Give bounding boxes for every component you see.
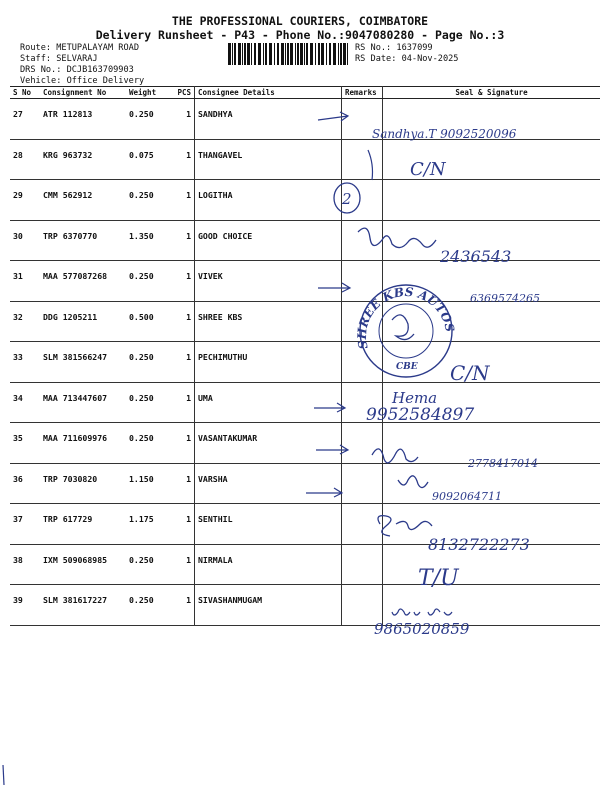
cell-signature: [383, 342, 600, 383]
cell-sno: 35: [10, 423, 40, 464]
cell-sno: 37: [10, 504, 40, 545]
cell-consignment: TRP 7030820: [40, 463, 126, 504]
cell-remarks: [342, 180, 383, 221]
svg-text:CBE: CBE: [396, 362, 418, 372]
cell-remarks: [342, 301, 383, 342]
drs-number: DRS No.: DCJB163709903: [20, 65, 134, 75]
cell-pcs: 1: [174, 544, 195, 585]
cell-weight: 0.250: [126, 382, 174, 423]
cell-pcs: 1: [174, 342, 195, 383]
cell-consignment: DDG 1205211: [40, 301, 126, 342]
sig-row-38: T/U: [418, 566, 459, 591]
cell-consignee: SENTHIL: [195, 504, 342, 545]
cell-weight: 1.350: [126, 220, 174, 261]
table-row: [10, 99, 600, 140]
barcode: [228, 43, 350, 65]
col-sno: S No: [10, 87, 40, 99]
table-row: [10, 382, 600, 423]
sig-row-31: 6369574265: [470, 292, 540, 305]
cell-signature: [383, 463, 600, 504]
cell-weight: 0.250: [126, 261, 174, 302]
sig-row-33: C/N: [450, 361, 490, 385]
cell-pcs: 1: [174, 220, 195, 261]
cell-remarks: [342, 99, 383, 140]
cell-consignment: SLM 381617227: [40, 585, 126, 626]
cell-weight: 0.075: [126, 139, 174, 180]
cell-remarks: [342, 139, 383, 180]
table-row: [10, 139, 600, 180]
cell-weight: 0.250: [126, 544, 174, 585]
cell-consignee: THANGAVEL: [195, 139, 342, 180]
cell-consignee: PECHIMUTHU: [195, 342, 342, 383]
cell-weight: 0.250: [126, 180, 174, 221]
cell-pcs: 1: [174, 382, 195, 423]
runsheet-table: [10, 86, 600, 626]
cell-pcs: 1: [174, 139, 195, 180]
cell-signature: [383, 220, 600, 261]
cell-pcs: 1: [174, 261, 195, 302]
route-label: Route: METUPALAYAM ROAD: [20, 43, 139, 53]
cell-sno: 38: [10, 544, 40, 585]
cell-sno: 28: [10, 139, 40, 180]
cell-consignment: SLM 381566247: [40, 342, 126, 383]
cell-consignee: UMA: [195, 382, 342, 423]
table-row: [10, 301, 600, 342]
sig-row-39: 9865020859: [374, 620, 470, 638]
cell-remarks: [342, 261, 383, 302]
cell-sno: 33: [10, 342, 40, 383]
cell-consignee: SANDHYA: [195, 99, 342, 140]
cell-weight: 0.250: [126, 423, 174, 464]
cell-remarks: [342, 423, 383, 464]
cell-pcs: 1: [174, 301, 195, 342]
cell-weight: 1.150: [126, 463, 174, 504]
cell-weight: 0.250: [126, 585, 174, 626]
col-signature: Seal & Signature: [383, 87, 600, 99]
col-remarks: Remarks: [342, 87, 383, 99]
cell-sno: 29: [10, 180, 40, 221]
cell-consignment: CMM 562912: [40, 180, 126, 221]
cell-signature: [383, 180, 600, 221]
cell-remarks: [342, 463, 383, 504]
cell-consignee: SIVASHANMUGAM: [195, 585, 342, 626]
sig-row-37: 8132722273: [428, 535, 530, 554]
col-consignment: Consignment No: [40, 87, 126, 99]
cell-remarks: [342, 220, 383, 261]
cell-signature: [383, 544, 600, 585]
cell-consignee: VARSHA: [195, 463, 342, 504]
cell-signature: [383, 585, 600, 626]
cell-weight: 0.250: [126, 99, 174, 140]
cell-sno: 31: [10, 261, 40, 302]
table-row: [10, 423, 600, 464]
cell-remarks: [342, 504, 383, 545]
sig-row-34-phone: 9952584897: [366, 405, 475, 425]
cell-pcs: 1: [174, 504, 195, 545]
cell-sno: 27: [10, 99, 40, 140]
cell-consignment: MAA 713447607: [40, 382, 126, 423]
cell-weight: 1.175: [126, 504, 174, 545]
table-row: [10, 544, 600, 585]
cell-weight: 0.250: [126, 342, 174, 383]
cell-consignment: IXM 509068985: [40, 544, 126, 585]
col-pcs: PCS: [174, 87, 195, 99]
cell-consignment: TRP 6370770: [40, 220, 126, 261]
table-header-row: [10, 87, 600, 99]
cell-sno: 39: [10, 585, 40, 626]
table-row: [10, 180, 600, 221]
cell-signature: [383, 301, 600, 342]
sig-row-36: 9092064711: [432, 490, 502, 503]
cell-pcs: 1: [174, 99, 195, 140]
cell-signature: [383, 261, 600, 302]
sig-row-35: 2778417014: [468, 457, 538, 470]
cell-signature: [383, 382, 600, 423]
cell-consignee: VASANTAKUMAR: [195, 423, 342, 464]
vehicle-label: Vehicle: Office Delivery: [20, 76, 145, 86]
cell-signature: [383, 99, 600, 140]
table-row: [10, 342, 600, 383]
cell-consignee: NIRMALA: [195, 544, 342, 585]
cell-consignment: MAA 711609976: [40, 423, 126, 464]
rs-number: RS No.: 1637099: [355, 43, 433, 53]
cell-signature: [383, 423, 600, 464]
company-title: THE PROFESSIONAL COURIERS, COIMBATORE: [171, 14, 429, 28]
cell-sno: 34: [10, 382, 40, 423]
table-row: [10, 220, 600, 261]
cell-consignee: SHREE KBS: [195, 301, 342, 342]
rs-date: RS Date: 04-Nov-2025: [355, 54, 459, 64]
runsheet-subtitle: Delivery Runsheet - P43 - Phone No.:9047080280 - Page No.:3: [95, 28, 505, 42]
cell-sno: 32: [10, 301, 40, 342]
cell-pcs: 1: [174, 585, 195, 626]
table-row: [10, 504, 600, 545]
sig-row-28: C/N: [410, 159, 446, 180]
cell-weight: 0.500: [126, 301, 174, 342]
cell-sno: 30: [10, 220, 40, 261]
sig-row-27: Sandhya.T 9092520096: [372, 127, 517, 141]
col-weight: Weight: [126, 87, 174, 99]
cell-consignment: MAA 577087268: [40, 261, 126, 302]
table-row: [10, 463, 600, 504]
cell-sno: 36: [10, 463, 40, 504]
cell-remarks: [342, 544, 383, 585]
cell-consignment: TRP 617729: [40, 504, 126, 545]
cell-consignment: KRG 963732: [40, 139, 126, 180]
cell-pcs: 1: [174, 423, 195, 464]
table-row: [10, 585, 600, 626]
col-consignee: Consignee Details: [195, 87, 342, 99]
cell-consignee: LOGITHA: [195, 180, 342, 221]
cell-pcs: 1: [174, 463, 195, 504]
stray-mark: [3, 765, 4, 785]
cell-signature: [383, 504, 600, 545]
table-row: [10, 261, 600, 302]
cell-consignment: ATR 112813: [40, 99, 126, 140]
cell-consignee: VIVEK: [195, 261, 342, 302]
cell-pcs: 1: [174, 180, 195, 221]
cell-remarks: [342, 585, 383, 626]
cell-consignee: GOOD CHOICE: [195, 220, 342, 261]
cell-signature: [383, 139, 600, 180]
staff-label: Staff: SELVARAJ: [20, 54, 98, 64]
cell-remarks: [342, 342, 383, 383]
sig-row-30: 2436543: [440, 247, 512, 266]
remark-number: 2: [342, 190, 352, 208]
cell-remarks: [342, 382, 383, 423]
sig-row-34-name: Hema: [392, 389, 438, 407]
svg-text:SHREE KBS AUTOS: SHREE KBS AUTOS: [354, 284, 458, 351]
